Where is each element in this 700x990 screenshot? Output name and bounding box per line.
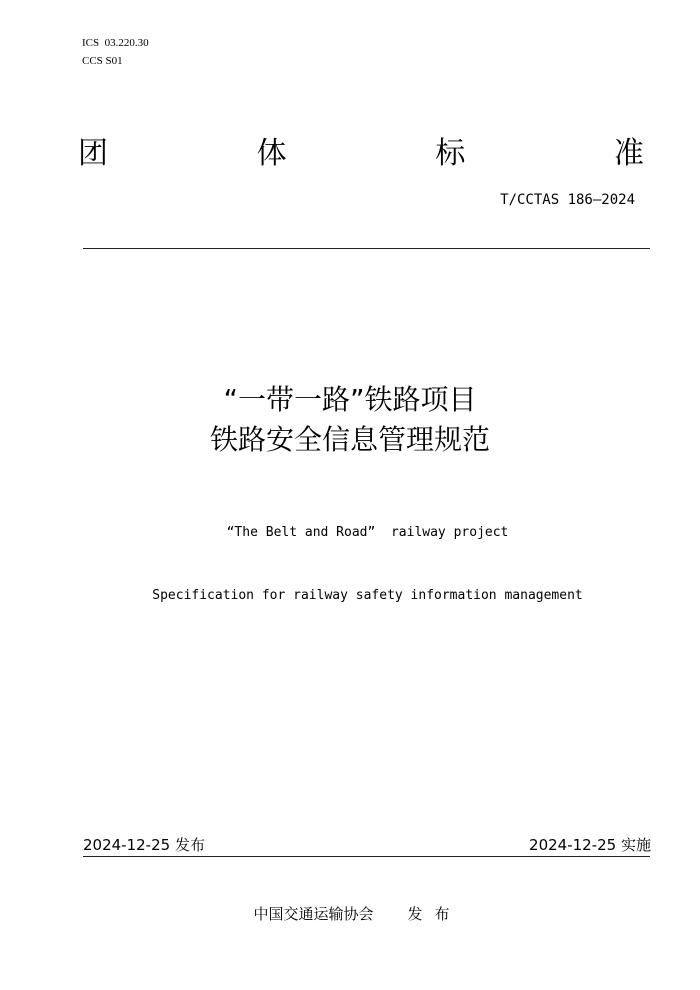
publish-date: 2024-12-25 发布 [83,836,205,854]
standard-type [78,134,644,174]
classification-codes [82,34,149,70]
ccs-code: CCS S01 [82,55,123,67]
title-chinese-line-2: 铁路安全信息管理规范 [209,423,490,456]
standard-type-char: 团 [78,136,108,171]
top-divider [83,248,650,249]
implement-date: 2024-12-25 实施 [529,836,651,854]
standard-type-char: 标 [435,136,466,171]
title-english-line-2: Specification for railway safety information management [152,588,583,603]
publisher [0,903,700,925]
bottom-divider [83,856,650,857]
standard-type-char: 准 [613,136,644,171]
ics-code: ICS 03.220.30 [82,37,149,49]
title-chinese [0,380,700,460]
title-english [0,480,700,627]
standard-number: T/CCTAS 186—2024 [500,192,635,208]
publisher-name: 中国交通运输协会 [253,905,374,923]
title-chinese-line-1: “一带一路”铁路项目 [223,383,477,416]
date-row [83,834,651,856]
standard-type-char: 体 [256,136,287,171]
publisher-action: 发布 [407,905,462,923]
title-english-line-1: “The Belt and Road” railway project [226,525,509,540]
